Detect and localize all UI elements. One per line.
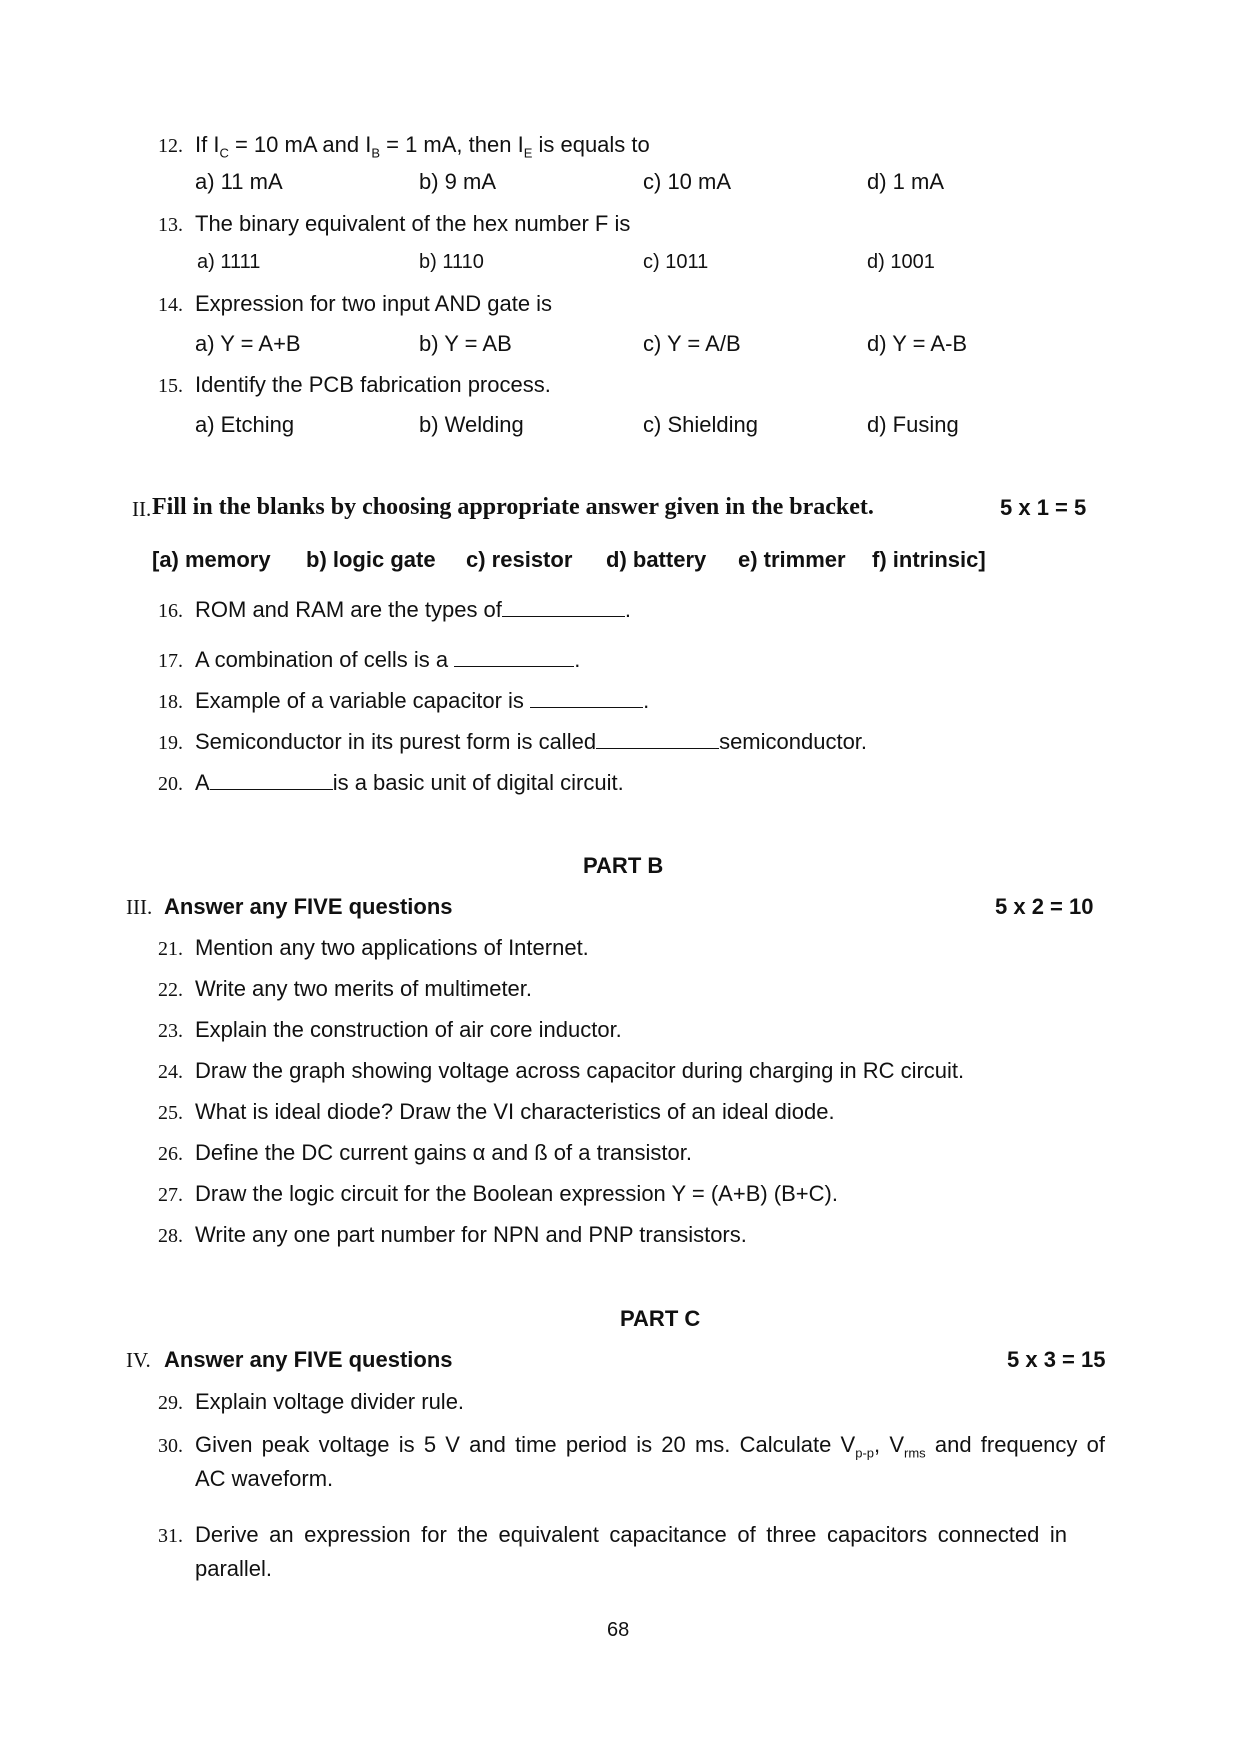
question-number: 17. [158,650,183,672]
fill-blank-question: A combination of cells is a . [195,647,581,672]
option-a: a) 11 mA [195,169,283,194]
question-number: 25. [158,1102,183,1124]
answer-blank [530,689,643,708]
question-text: Draw the logic circuit for the Boolean expression Y = (A+B) (B+C). [195,1181,838,1206]
question-text: Identify the PCB fabrication process. [195,372,551,397]
section-heading: Fill in the blanks by choosing appropriate answer given in the bracket. [152,494,874,520]
answer-blank [502,598,625,617]
choice-item: c) resistor [466,547,573,572]
option-c: c) Y = A/B [643,331,741,356]
question-number: 18. [158,691,183,713]
question-text: Draw the graph showing voltage across capacitor during charging in RC circuit. [195,1058,965,1083]
question-number: 27. [158,1184,183,1206]
question-number: 15. [158,375,183,397]
section-heading: Answer any FIVE questions [164,894,453,919]
question-number: 24. [158,1061,183,1083]
option-b: b) 9 mA [419,169,497,194]
page-number: 68 [607,1619,630,1641]
question-text: The binary equivalent of the hex number F is [195,211,631,236]
question-number: 22. [158,979,183,1001]
option-d: d) 1001 [867,251,935,273]
question-text: Explain the construction of air core inductor. [195,1017,622,1042]
question-text: If $I_C = 10$ mA and $I_B = 1$ mA, then $I_E$ is equals to [195,132,650,161]
question-text: Explain voltage divider rule. [195,1389,465,1414]
fill-blank-question: ROM and RAM are the types of . [195,597,632,622]
question-text: Expression for two input AND gate is [195,291,553,316]
option-d: d) 1 mA [867,169,945,194]
question-number: 12. [158,135,183,157]
section-roman-numeral: III. [126,895,153,919]
question-text: Derive an expression for the equivalent capacitance of three capacitors connected in [195,1522,1067,1547]
question-text: Mention any two applications of Internet. [195,935,589,960]
question-text: Write any two merits of multimeter. [195,976,533,1001]
question-text-continued: AC waveform. [195,1466,334,1491]
question-number: 16. [158,600,183,622]
answer-blank [596,730,719,749]
section-heading: Answer any FIVE questions [164,1347,453,1372]
question-text-continued: parallel. [195,1556,273,1581]
question-number: 14. [158,294,183,316]
section-marks: 5 x 3 = 15 [1007,1347,1106,1372]
choice-item: [a) memory [152,547,271,572]
option-a: a) Etching [195,412,295,437]
question-text: Given peak voltage is 5 V and time period is 20 ms. Calculate $V_{p-p}$, $V_{rms}$ and frequency of [195,1432,1105,1461]
question-number: 26. [158,1143,183,1165]
choice-item: e) trimmer [738,547,846,572]
option-c: c) 10 mA [643,169,732,194]
option-c: c) Shielding [643,412,758,437]
option-b: b) Welding [419,412,524,437]
question-number: 20. [158,773,183,795]
answer-blank [210,771,333,790]
question-number: 23. [158,1020,183,1042]
question-number: 21. [158,938,183,960]
section-roman-numeral: II. [132,497,152,521]
option-c: c) 1011 [643,251,709,273]
question-number: 19. [158,732,183,754]
question-text: What is ideal diode? Draw the VI characteristics of an ideal diode. [195,1099,835,1124]
fill-blank-question: A is a basic unit of digital circuit. [195,770,624,795]
question-number: 28. [158,1225,183,1247]
fill-blank-question: Example of a variable capacitor is . [195,688,650,713]
option-b: b) Y = AB [419,331,512,356]
question-number: 30. [158,1435,183,1457]
question-text: Write any one part number for NPN and PNP transistors. [195,1222,747,1247]
question-number: 13. [158,214,183,236]
choice-item: f) intrinsic] [872,547,986,572]
question-number: 31. [158,1525,183,1547]
question-text: Define the DC current gains α and ß of a transistor. [195,1140,692,1165]
option-a: a) 1111 [197,251,261,273]
part-title: PART B [583,853,664,878]
option-d: d) Fusing [867,412,959,437]
option-a: a) Y = A+B [195,331,301,356]
section-roman-numeral: IV. [126,1348,151,1372]
option-b: b) 1110 [419,251,484,273]
option-d: d) Y = A-B [867,331,968,356]
choice-item: b) logic gate [306,547,436,572]
fill-blank-question: Semiconductor in its purest form is called semiconductor. [195,729,868,754]
answer-blank [454,648,574,667]
choice-item: d) battery [606,547,707,572]
part-title: PART C [620,1306,701,1331]
section-marks: 5 x 2 = 10 [995,894,1094,919]
section-marks: 5 x 1 = 5 [1000,495,1087,520]
question-number: 29. [158,1392,183,1414]
